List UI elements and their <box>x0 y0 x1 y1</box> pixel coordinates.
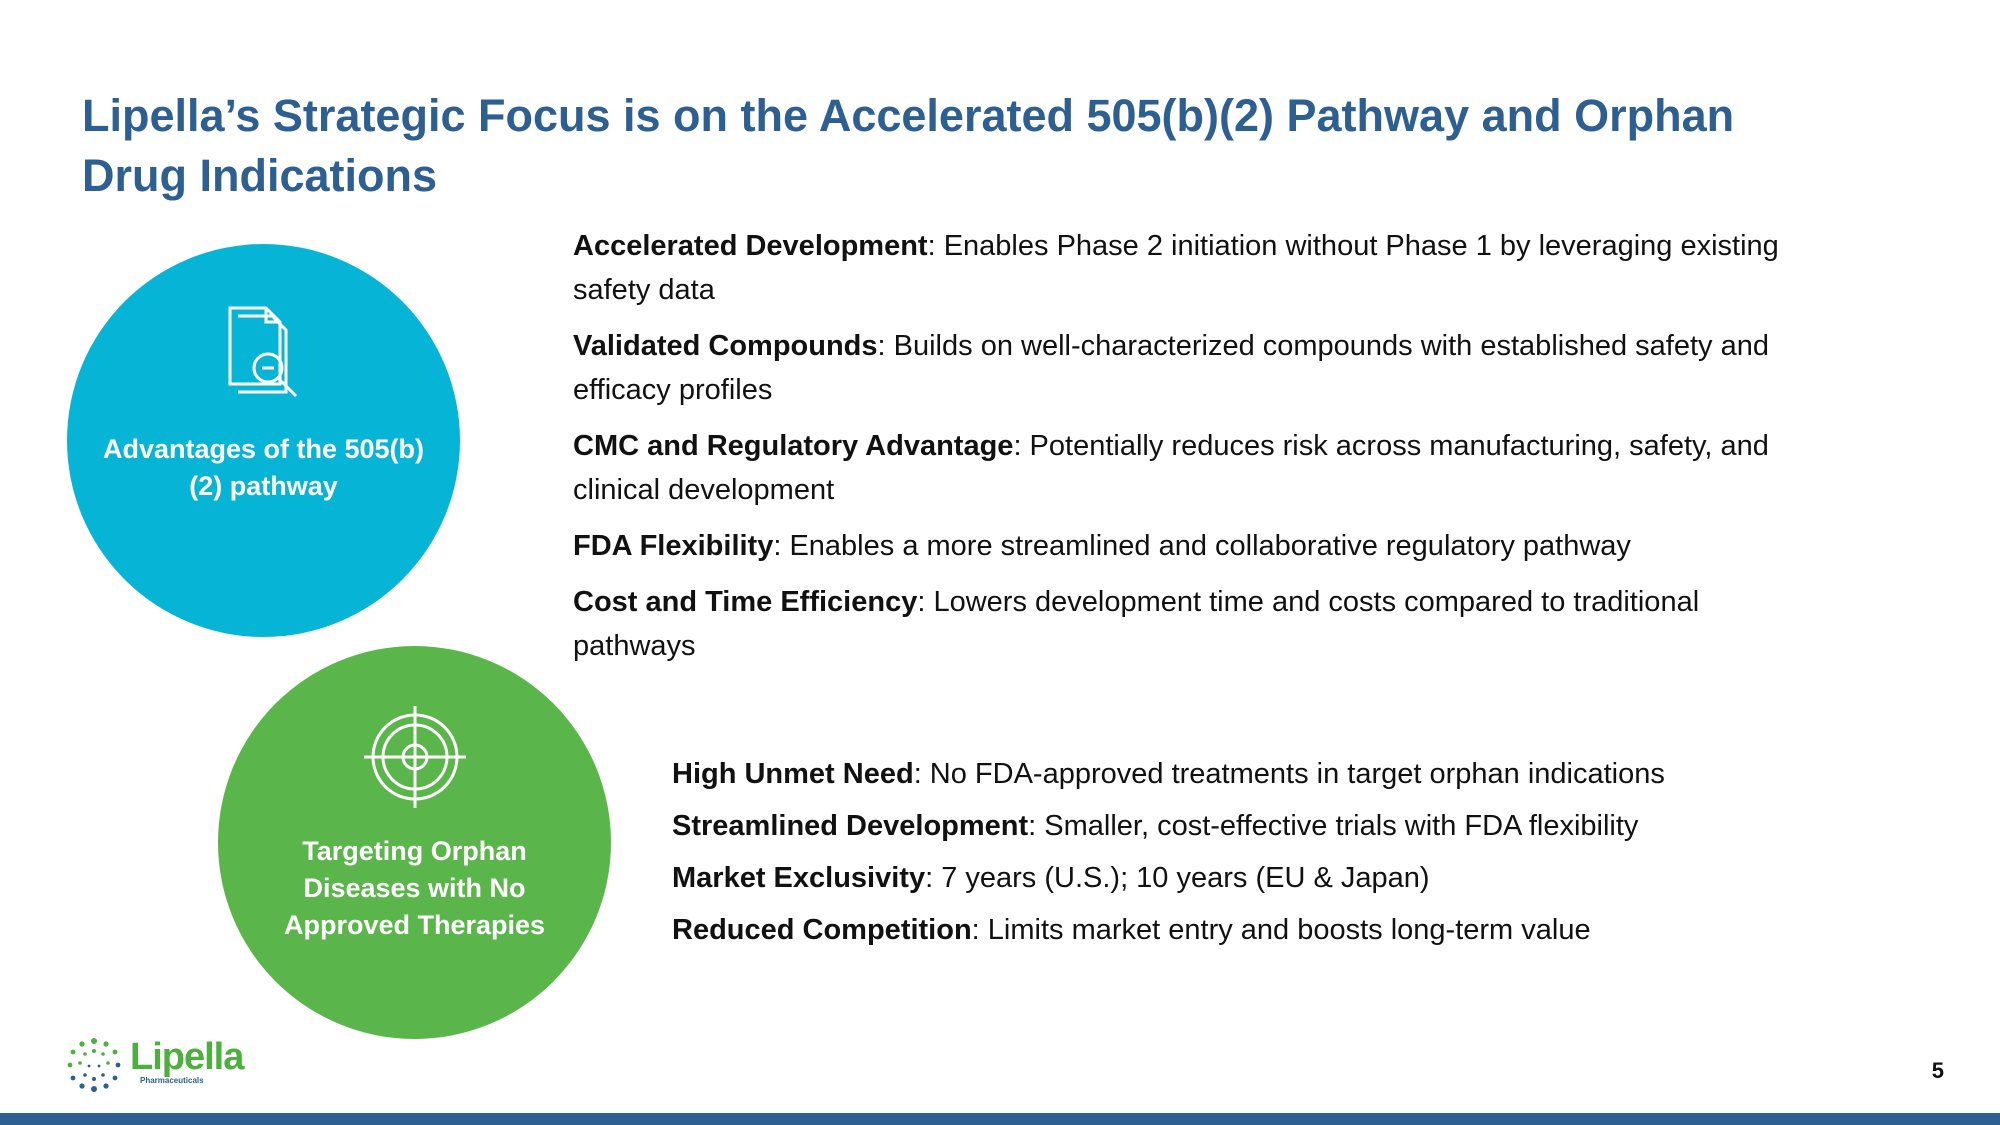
list-item-term: Accelerated Development <box>573 230 928 262</box>
circle-orphan-diseases <box>218 646 611 1039</box>
list-item-term: Cost and Time Efficiency <box>573 586 918 618</box>
list-item <box>672 804 1872 848</box>
circle-orphan-label: Targeting Orphan Diseases with No Approved Therapies <box>283 836 546 940</box>
list-item <box>573 424 1813 512</box>
circle-505b2-label: Advantages of the 505(b)(2) pathway <box>102 434 425 501</box>
orphan-list <box>672 752 1872 960</box>
list-item-desc: : Enables a more streamlined and collaborative regulatory pathway <box>773 530 1631 562</box>
list-item <box>573 324 1813 412</box>
list-item-desc: : Builds on well-characterized compounds with established safety and efficacy profiles <box>573 330 1769 406</box>
list-item-desc: : Smaller, cost-effective trials with FDA flexibility <box>1028 810 1639 842</box>
list-item-term: FDA Flexibility <box>573 530 774 562</box>
list-item-term: Market Exclusivity <box>672 862 926 894</box>
list-item-desc: : Lowers development time and costs compared to traditional pathways <box>573 586 1700 662</box>
list-item-desc: : 7 years (U.S.); 10 years (EU & Japan) <box>925 862 1430 894</box>
list-item-term: Streamlined Development <box>672 810 1029 842</box>
company-logo <box>66 1037 266 1093</box>
list-item-desc: : Potentially reduces risk across manufacturing, safety, and clinical development <box>573 430 1769 506</box>
footer-bar <box>0 1113 2000 1125</box>
list-item-desc: : Enables Phase 2 initiation without Phase 1 by leveraging existing safety data <box>573 230 1779 306</box>
list-item <box>573 524 1813 568</box>
list-item-term: Reduced Competition <box>672 914 972 946</box>
list-item <box>672 908 1872 952</box>
logo-subtitle: Pharmaceuticals <box>140 1076 204 1085</box>
list-item-term: High Unmet Need <box>672 758 914 790</box>
list-item <box>672 856 1872 900</box>
list-item-desc: : No FDA-approved treatments in target orphan indications <box>913 758 1665 790</box>
list-item-term: Validated Compounds <box>573 330 878 362</box>
list-item <box>573 580 1813 668</box>
list-item <box>672 752 1872 796</box>
page-number: 5 <box>1931 1058 1944 1083</box>
list-item-term: CMC and Regulatory Advantage <box>573 430 1014 462</box>
page-title: Lipella’s Strategic Focus is on the Accelerated 505(b)(2) Pathway and Orphan Drug Indications <box>82 90 1735 201</box>
circle-505b2-advantages <box>67 244 460 637</box>
document-search-icon <box>224 306 304 407</box>
list-item <box>573 224 1813 312</box>
advantages-list <box>573 224 1813 680</box>
logo-wordmark: Lipella <box>130 1036 244 1078</box>
list-item-desc: : Limits market entry and boosts long-term value <box>971 914 1591 946</box>
target-crosshair-icon <box>362 704 468 815</box>
